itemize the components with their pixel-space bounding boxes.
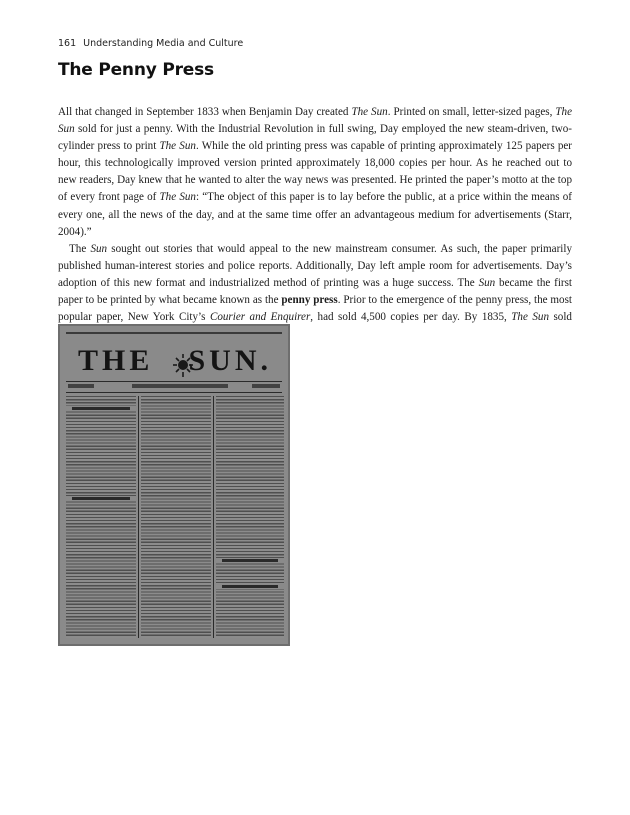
newspaper-dateline	[66, 383, 282, 390]
newspaper-column-3	[216, 396, 284, 638]
page-number: 161	[58, 38, 77, 49]
book-title: Understanding Media and Culture	[83, 38, 244, 49]
section-title: The Penny Press	[58, 60, 214, 80]
newspaper-front-page-image	[58, 324, 290, 646]
newspaper-masthead	[68, 344, 280, 380]
newspaper-column-2	[141, 396, 211, 638]
body-text	[58, 104, 572, 343]
masthead-word-sun: SUN.	[188, 344, 272, 377]
masthead-word-the: THE	[78, 344, 154, 377]
paragraph-2: The Sun sought out stories that would appeal to the new mainstream consumer. As such, the paper primarily published human-interest stories and police reports. Additionally, Day left ample room for advertisements. Day’s adoption of this new format and industrialized method of printing was a huge success. The Sun became the first paper to be printed by what became known as the penny press. Prior to the emergence of the penny press, the most popular paper, New York City’s Courier and Enquirer, had sold 4,500 copies per day. By 1835, The Sun sold	[58, 242, 573, 324]
newspaper-column-1	[66, 396, 136, 638]
running-head	[58, 38, 243, 49]
key-term-penny-press: penny press	[281, 294, 338, 307]
paragraph-1: All that changed in September 1833 when Benjamin Day created The Sun. Printed on small, letter-sized pages, The Sun sold for just a penny. With the Industrial Revolution in full swing, Day employed the new steam-driven, two-cylinder press to print The Sun. While the old printing press was capable of printing approximately 125 papers per hour, this technologically improved version printed approximately 18,000 copies per hour. As he reached out to new readers, Day knew that he wanted to alter the way news was presented. He printed the paper’s motto at the top of every front page of The Sun: “The object of this paper is to lay before the public, at a price within the means of every one, all the news of the day, and at the same time offer an advantageous medium for advertisements (Starr, 2004).”	[58, 106, 572, 238]
